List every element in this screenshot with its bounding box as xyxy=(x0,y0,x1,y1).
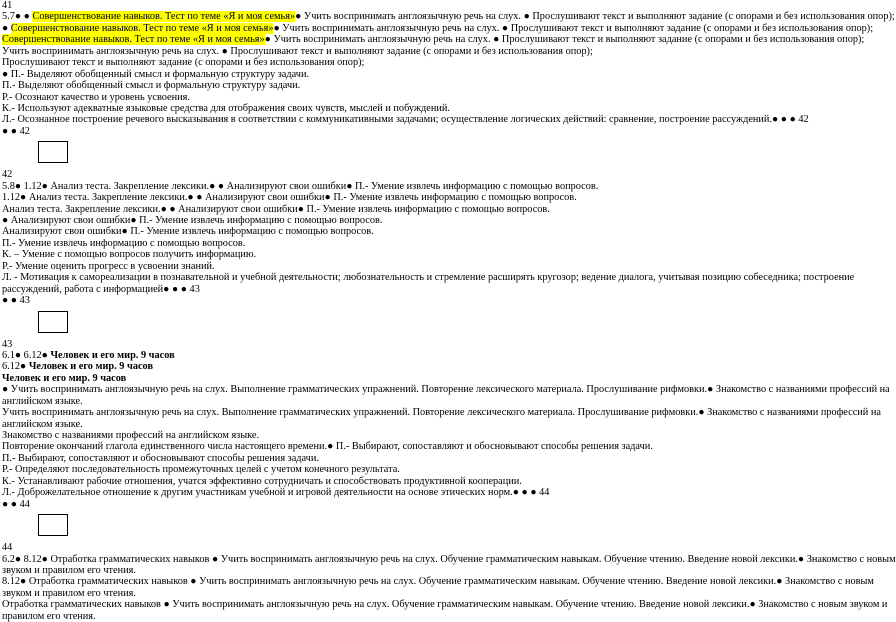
text-line: Л. - Мотивация к самореализации в познавательной и учебной деятельности; любознательность и стремление расширять кругозор; ведение диалога, учитывая позицию собеседника; построение xyxy=(2,272,855,284)
section-title: Человек и его мир. 9 часов xyxy=(28,361,154,373)
text-line: П.- Выбирают, сопоставляют и обосновывают способы решения задачи. xyxy=(2,452,319,464)
text-line: Анализируют свои ошибки● П.- Умение извлечь информацию с помощью вопросов. xyxy=(2,226,374,238)
section-title: Человек и его мир. 9 часов xyxy=(2,372,127,384)
text-line: 8.12● Отработка грамматических навыков ● Учить воспринимать англоязычную речь на слух. Обучение грамматическим навыкам. Обучение чтению. Введение новой лексики.● Знакомство с новым xyxy=(2,576,874,588)
text-line: Р.- Умение оценить прогресс в усвоении знаний. xyxy=(2,260,215,272)
text-line: К.- Используют адекватные языковые средства для отображения своих чувств, мыслей и побуждений. xyxy=(2,102,450,114)
page-number: 44 xyxy=(2,542,13,554)
document-page xyxy=(2,0,896,622)
text-line: ● ● 44 xyxy=(2,498,30,510)
text-line: ● Учить воспринимать англоязычную речь на слух. Выполнение грамматических упражнений. Повторение лексического материала. Прослушивание рифмовки.● Знакомство с названиями профессий на xyxy=(2,384,890,396)
text-line: английском языке. xyxy=(2,418,83,430)
text-line: К.- Устанавливают рабочие отношения, учатся эффективно сотрудничать и способствовать продуктивной кооперации. xyxy=(2,475,522,487)
text-line: ● ● 42 xyxy=(2,125,30,137)
text-line: Отработка грамматических навыков ● Учить воспринимать англоязычную речь на слух. Обучение грамматическим навыкам. Обучение чтению. Введение новой лексики.● Знакомство с новым звуком и xyxy=(2,599,888,611)
text-line: П.- Умение извлечь информацию с помощью вопросов. xyxy=(2,237,246,249)
text-line: Учить воспринимать англоязычную речь на слух. Выполнение грамматических упражнений. Повторение лексического материала. Прослушивание рифмовки.● Знакомство с названиями профессий на xyxy=(2,407,881,419)
text-line: П.- Выделяют обобщенный смысл и формальную структуру задачи. xyxy=(2,80,301,92)
text-line: 6.2● 8.12● Отработка грамматических навыков ● Учить воспринимать англоязычную речь на слух. Обучение грамматическим навыкам. Обучение чтению. Введение новой лексики.● Знакомство с новым xyxy=(2,553,896,565)
text-line: Знакомство с названиями профессий на английском языке. xyxy=(2,430,260,441)
image-placeholder xyxy=(38,311,68,333)
text-line: звуком и правилом его чтения. xyxy=(2,564,136,576)
text-line: 5.8● 1.12● Анализ теста. Закрепление лексики.● ● Анализируют свои ошибки● П.- Умение извлечь информацию с помощью вопросов. xyxy=(2,180,599,192)
text-line: ● Анализируют свои ошибки● П.- Умение извлечь информацию с помощью вопросов. xyxy=(2,215,383,226)
lesson-line: 5.7● ● Совершенствование навыков. Тест по теме «Я и моя семья»● Учить воспринимать англоязычную речь на слух. ● Прослушивают текст и выполняют задание (с опорами и без использования опор); xyxy=(2,11,895,23)
text-line: Р.- Осознают качество и уровень усвоения. xyxy=(2,91,190,103)
text-line: ● П.- Выделяют обобщенный смысл и формальную структуру задачи. xyxy=(2,68,310,80)
text-line: рассуждений, работа с информацией● ● ● 43 xyxy=(2,283,200,295)
text-line: английском языке. xyxy=(2,395,83,407)
text-line: звуком и правилом его чтения. xyxy=(2,587,136,599)
image-placeholder xyxy=(38,141,68,163)
section-title: Человек и его мир. 9 часов xyxy=(50,349,175,361)
text-line: Учить воспринимать англоязычную речь на слух. ● Прослушивают текст и выполняют задание (с опорами и без использования опор); xyxy=(2,45,593,57)
highlighted-topic: Совершенствование навыков. Тест по теме «Я и моя семья» xyxy=(32,11,296,23)
highlighted-topic: Совершенствование навыков. Тест по теме «Я и моя семья» xyxy=(2,34,265,46)
lesson-line: ● Совершенствование навыков. Тест по теме «Я и моя семья»● Учить воспринимать англоязычную речь на слух. ● Прослушивают текст и выполняют задание (с опорами и без использования опор); xyxy=(2,22,874,34)
image-placeholder xyxy=(38,514,68,536)
page-number: 41 xyxy=(2,0,13,11)
section-line: 6.12● Человек и его мир. 9 часов xyxy=(2,361,154,373)
page-number: 42 xyxy=(2,169,13,181)
section-line: 6.1● 6.12● Человек и его мир. 9 часов xyxy=(2,349,175,361)
highlighted-topic: Совершенствование навыков. Тест по теме «Я и моя семья» xyxy=(10,22,274,34)
text-line: ● ● 43 xyxy=(2,295,30,307)
text-line: Р.- Определяют последовательность промежуточных целей с учетом конечного результата. xyxy=(2,464,400,476)
lesson-line: Совершенствование навыков. Тест по теме «Я и моя семья»● Учить воспринимать англоязычную речь на слух. ● Прослушивают текст и выполняют задание (с опорами и без использования опор); xyxy=(2,34,865,46)
text-line: Повторение окончаний глагола единственного числа настоящего времени.● П.- Выбирают, сопоставляют и обосновывают способы решения задачи. xyxy=(2,441,653,453)
text-line: правилом его чтения. xyxy=(2,610,96,622)
page-number: 43 xyxy=(2,338,13,350)
text-line: Прослушивают текст и выполняют задание (с опорами и без использования опор); xyxy=(2,57,365,69)
text-line: 1.12● Анализ теста. Закрепление лексики.● ● Анализируют свои ошибки● П.- Умение извлечь информацию с помощью вопросов. xyxy=(2,192,577,204)
text-line: Л.- Осознанное построение речевого высказывания в соответствии с коммуникативными задачами; осуществление логических действий: сравнение, построение рассуждений.● ● ● 42 xyxy=(2,114,809,126)
text-line: Л.- Доброжелательное отношение к другим участникам учебной и игровой деятельности на основе этических норм.● ● ● 44 xyxy=(2,487,550,499)
text-line: Анализ теста. Закрепление лексики.● ● Анализируют свои ошибки● П.- Умение извлечь информацию с помощью вопросов. xyxy=(2,203,550,215)
text-line: К. – Умение с помощью вопросов получить информацию. xyxy=(2,249,257,261)
